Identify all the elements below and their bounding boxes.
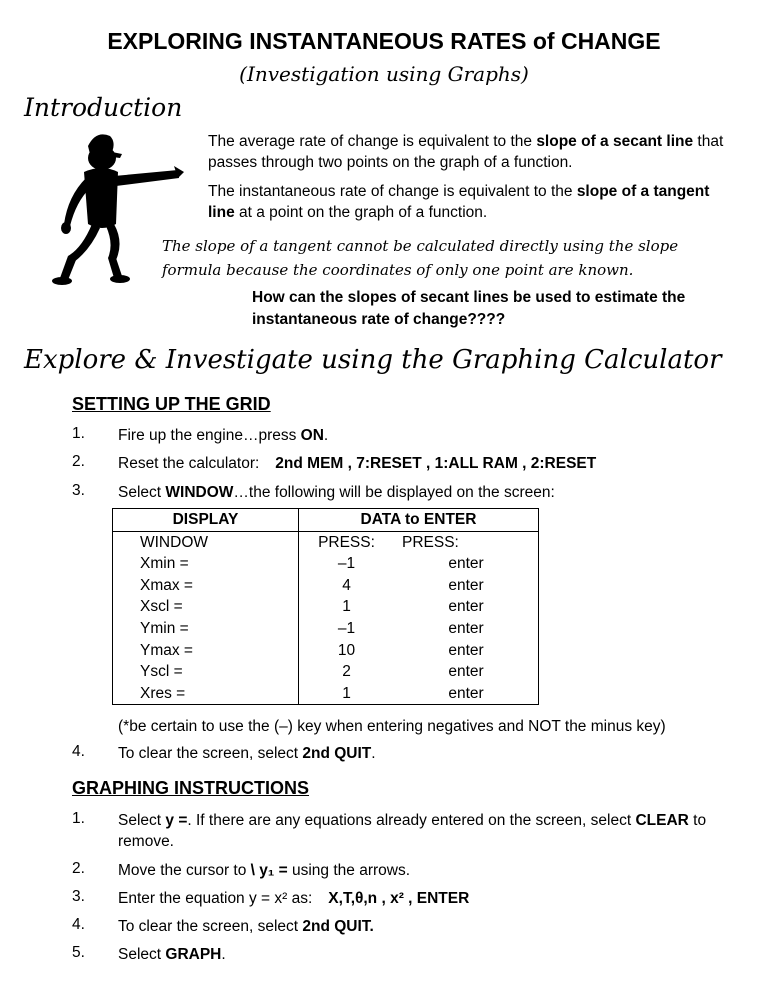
step-number: 5. <box>72 944 85 961</box>
table-cell: PRESS: <box>394 531 539 553</box>
table-row <box>113 640 539 662</box>
step-number: 2. <box>72 453 85 470</box>
table-cell: 4 <box>342 576 351 594</box>
text: …the following will be displayed on the screen: <box>233 484 555 501</box>
step-number: 1. <box>72 425 85 442</box>
table-cell: enter <box>394 683 539 705</box>
text: The instantaneous rate of change is equivalent to the <box>208 183 577 200</box>
table-cell: enter <box>394 661 539 683</box>
bold-text: CLEAR <box>635 812 689 829</box>
guiding-question: How can the slopes of secant lines be used to estimate the instantaneous rate of change???? <box>252 289 686 328</box>
table-row <box>113 618 539 640</box>
negatives-note: (*be certain to use the (–) key when entering negatives and NOT the minus key) <box>118 718 666 735</box>
table-row <box>113 596 539 618</box>
table-row <box>113 553 539 575</box>
explore-heading: Explore & Investigate using the Graphing Calculator <box>24 345 722 375</box>
text: to remove. <box>118 812 707 850</box>
text: using the arrows. <box>287 862 411 879</box>
table-cell: 2 <box>342 663 351 681</box>
bold-text: y = <box>165 812 188 829</box>
bold-text: \ y₁ = <box>250 862 288 879</box>
bold-text: X,T,θ,n , x² , ENTER <box>328 890 470 907</box>
table-cell: enter <box>394 618 539 640</box>
table-cell: Xscl = <box>113 596 299 618</box>
bold-text: 2nd MEM , 7:RESET , 1:ALL RAM , 2:RESET <box>275 455 597 472</box>
table-cell: enter <box>394 640 539 662</box>
text: Select <box>118 812 166 829</box>
table-cell: 1 <box>342 598 351 616</box>
text: . <box>221 946 226 963</box>
table-cell: PRESS: <box>318 533 375 551</box>
text: . <box>371 745 376 762</box>
table-cell: Ymax = <box>113 640 299 662</box>
text: Move the cursor to <box>118 862 251 879</box>
text: . If there are any equations already entered on the screen, select <box>187 812 636 829</box>
table-cell: enter <box>394 575 539 597</box>
text: Select <box>118 946 166 963</box>
column-header-display: DISPLAY <box>113 509 299 532</box>
step-number: 1. <box>72 810 85 827</box>
intro-paragraph-secant <box>208 131 738 173</box>
graph-step-1 <box>118 810 718 852</box>
step-number: 4. <box>72 743 85 760</box>
grid-step-3 <box>118 482 738 503</box>
text: that passes through two points on the graph of a function. <box>208 133 724 171</box>
table-row <box>113 683 539 705</box>
intro-paragraph-tangent <box>208 181 738 223</box>
table-cell: Yscl = <box>113 661 299 683</box>
text: at a point on the graph of a function. <box>234 204 488 221</box>
graph-step-3 <box>118 888 738 909</box>
bold-text: GRAPH <box>165 946 222 963</box>
text: Reset the calculator: <box>118 455 260 472</box>
table-cell: 10 <box>337 641 356 659</box>
page-title: EXPLORING INSTANTANEOUS RATES of CHANGE <box>107 28 661 54</box>
table-cell: WINDOW <box>113 531 299 553</box>
table-row <box>113 531 539 553</box>
graph-step-4 <box>118 916 738 937</box>
step-number: 2. <box>72 860 85 877</box>
bold-text: slope of a tangent line <box>208 183 710 221</box>
table-cell: 1 <box>299 683 395 705</box>
table-cell: Ymin = <box>113 618 299 640</box>
graph-step-2 <box>118 860 738 881</box>
step-number: 4. <box>72 916 85 933</box>
window-settings-table <box>112 508 539 705</box>
introduction-heading: Introduction <box>24 93 183 122</box>
text: The average rate of change is equivalent to the <box>208 133 537 150</box>
text: To clear the screen, select <box>118 918 303 935</box>
step-number: 3. <box>72 482 85 499</box>
table-header-row <box>113 509 539 532</box>
table-cell: –1 <box>337 555 356 573</box>
bold-text: slope of a secant line <box>536 133 694 150</box>
bold-text: 2nd QUIT <box>302 745 372 762</box>
table-cell: –1 <box>337 619 356 637</box>
grid-setup-heading: SETTING UP THE GRID <box>72 394 271 414</box>
page-subtitle: (Investigation using Graphs) <box>239 62 529 86</box>
table-row <box>113 575 539 597</box>
grid-step-1 <box>118 425 738 446</box>
graphing-heading: GRAPHING INSTRUCTIONS <box>72 778 310 798</box>
bold-text: WINDOW <box>165 484 234 501</box>
grid-step-2 <box>118 453 738 474</box>
table-cell: enter <box>394 596 539 618</box>
bold-text: ON <box>300 427 324 444</box>
slope-note: The slope of a tangent cannot be calculated directly using the slope formula because the coordinates of only one point are known. <box>162 237 679 279</box>
column-header-data: DATA to ENTER <box>299 509 539 532</box>
table-cell: Xmin = <box>113 553 299 575</box>
step-number: 3. <box>72 888 85 905</box>
text: Fire up the engine…press <box>118 427 301 444</box>
grid-step-4 <box>118 743 738 764</box>
graph-step-5 <box>118 944 738 965</box>
table-cell: enter <box>394 553 539 575</box>
text: Select <box>118 484 166 501</box>
table-row <box>113 661 539 683</box>
bold-text: 2nd QUIT. <box>302 918 374 935</box>
text: Enter the equation y = x² as: <box>118 890 313 907</box>
table-cell: Xmax = <box>113 575 299 597</box>
text: . <box>323 427 329 444</box>
text: To clear the screen, select <box>118 745 303 762</box>
table-cell: Xres = <box>113 683 299 705</box>
